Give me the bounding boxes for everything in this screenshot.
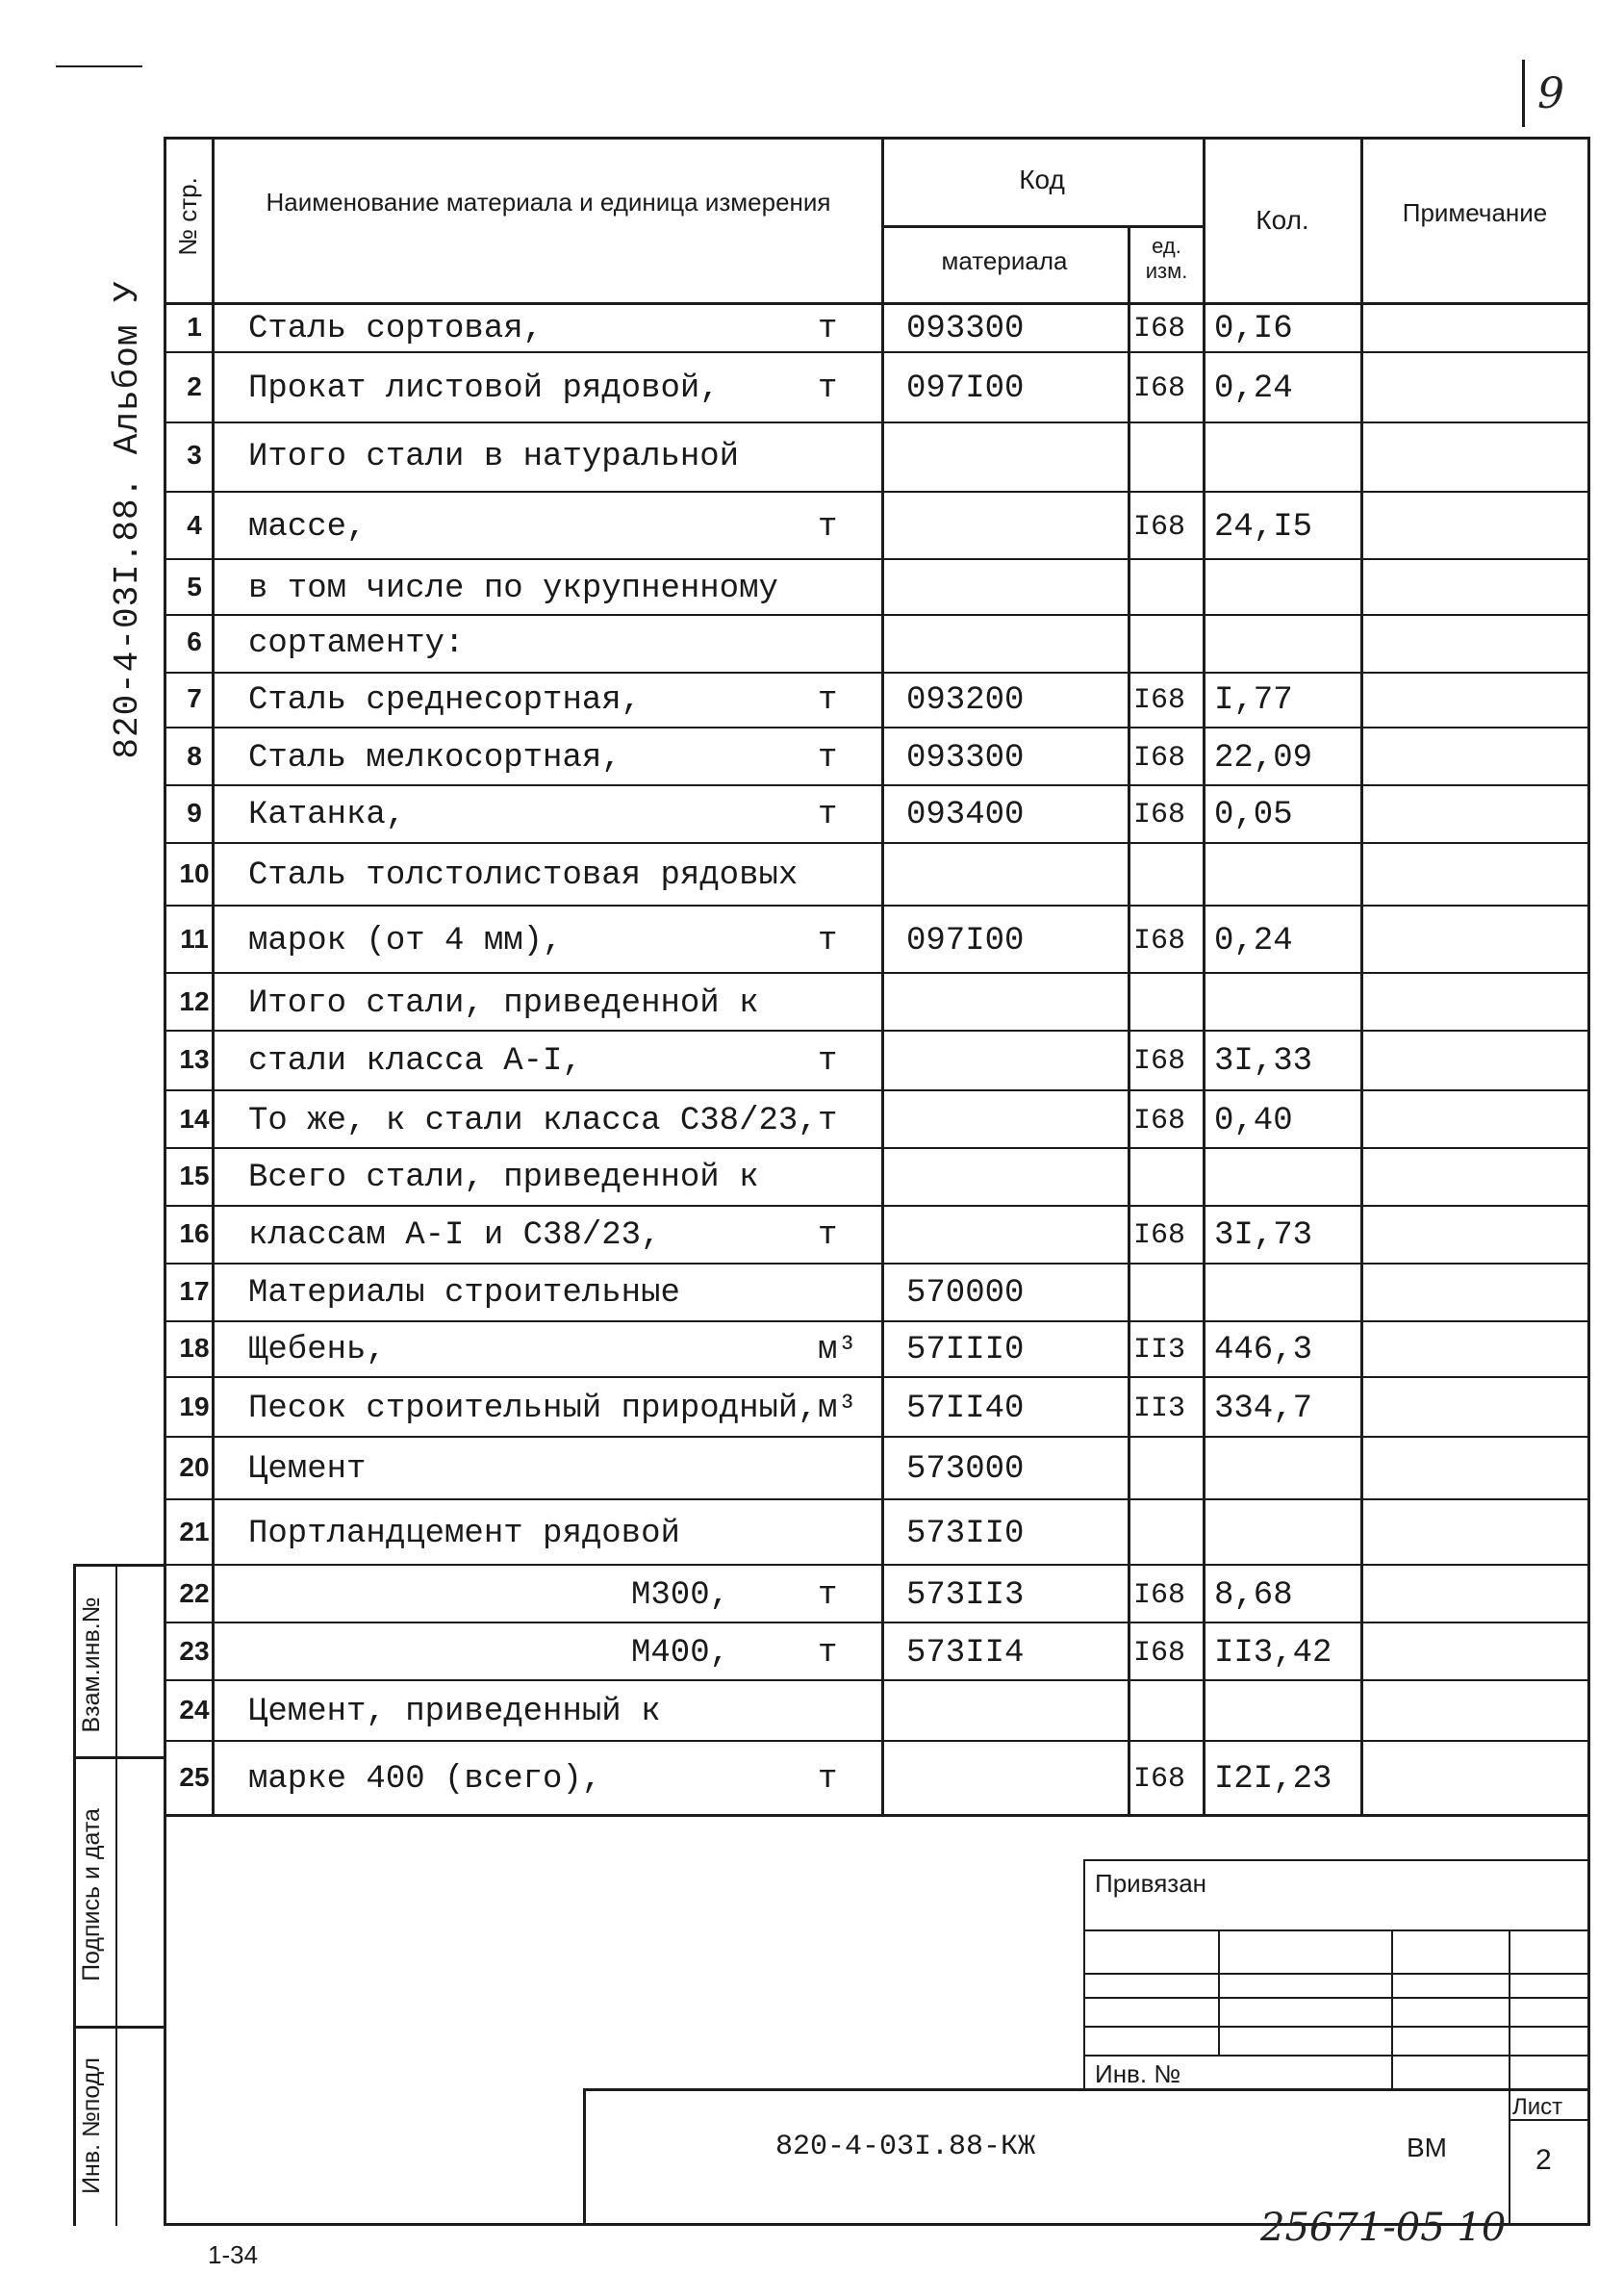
unit-code: I68 (1133, 1637, 1186, 1670)
row-divider (164, 1814, 1587, 1816)
material-name: М400, (631, 1635, 730, 1672)
stamp-inv-original: Инв. №подл (78, 2057, 105, 2194)
footer-handwritten-number: 25671-05 10 (1260, 2206, 1507, 2250)
material-name: Сталь среднесортная, (248, 682, 642, 719)
row-number: 12 (179, 986, 210, 1016)
quantity: 22,09 (1214, 740, 1313, 777)
row-divider (164, 1147, 1587, 1149)
unit-of-measure: т (818, 923, 838, 959)
material-name: Материалы строительные (248, 1275, 680, 1312)
quantity: I2I,23 (1214, 1761, 1332, 1798)
material-code: 093400 (906, 797, 1025, 833)
material-name: Песок строительный природный, (248, 1391, 818, 1427)
material-code: 573II4 (906, 1635, 1025, 1672)
unit-code: I68 (1133, 799, 1186, 831)
material-name: сортаменту: (248, 626, 465, 662)
privyazan-label: Привязан (1095, 1869, 1207, 1898)
row-divider (164, 1679, 1587, 1681)
stamp-signature-date: Подпись и дата (78, 1808, 105, 1981)
material-code: 093300 (906, 740, 1025, 777)
row-number: 4 (187, 510, 202, 540)
unit-code: I68 (1133, 1579, 1186, 1612)
material-name: в том числе по укрупненному (248, 571, 778, 607)
unit-code: II3 (1133, 1393, 1186, 1425)
row-number: 10 (179, 858, 210, 888)
page-number-divider (1522, 60, 1525, 127)
row-divider (164, 1622, 1587, 1623)
unit-code: I68 (1133, 1763, 1186, 1796)
row-divider (164, 972, 1587, 974)
unit-of-measure: т (818, 311, 838, 347)
row-number: 11 (180, 924, 209, 954)
unit-code: I68 (1133, 925, 1186, 958)
material-name: Сталь толстолистовая рядовых (248, 857, 799, 894)
quantity: 0,40 (1214, 1103, 1293, 1139)
material-name: Итого стали, приведенной к (248, 985, 759, 1022)
material-code: 573000 (906, 1451, 1025, 1488)
row-divider (164, 1089, 1587, 1091)
row-number: 16 (179, 1218, 210, 1248)
material-name: Сталь сортовая, (248, 311, 544, 347)
unit-code: I68 (1133, 742, 1186, 775)
row-number: 13 (179, 1044, 210, 1074)
unit-code: I68 (1133, 511, 1186, 544)
quantity: 0,05 (1214, 797, 1293, 833)
unit-of-measure: т (818, 1217, 838, 1254)
row-number: 19 (179, 1392, 210, 1421)
material-code: 57II40 (906, 1391, 1025, 1427)
row-number: 6 (187, 626, 202, 656)
row-number: 18 (179, 1333, 210, 1363)
row-divider (164, 558, 1587, 560)
unit-of-measure: т (818, 1577, 838, 1614)
material-code: 097I00 (906, 923, 1025, 959)
row-divider (164, 1263, 1587, 1265)
unit-code: I68 (1133, 684, 1186, 717)
quantity: 8,68 (1214, 1577, 1293, 1614)
unit-of-measure: т (818, 1761, 838, 1798)
row-number: 15 (179, 1161, 210, 1190)
row-number: 17 (179, 1276, 210, 1306)
sheet-number: 2 (1535, 2144, 1552, 2176)
row-number: 23 (179, 1636, 210, 1666)
stamp-vzam-inv: Взам.инв.№ (78, 1597, 105, 1733)
material-code: 57III0 (906, 1332, 1025, 1368)
material-name: Щебень, (248, 1332, 386, 1368)
row-divider (164, 842, 1587, 844)
unit-of-measure: т (818, 1103, 838, 1139)
quantity: 334,7 (1214, 1391, 1313, 1427)
material-name: Портландцемент рядовой (248, 1516, 680, 1552)
quantity: 446,3 (1214, 1332, 1313, 1368)
unit-of-measure: т (818, 1635, 838, 1672)
row-divider (164, 1740, 1587, 1742)
material-name: Цемент, приведенный к (248, 1694, 661, 1730)
material-code: 570000 (906, 1275, 1025, 1312)
material-name: марок (от 4 мм), (248, 923, 563, 959)
material-code: 093300 (906, 311, 1025, 347)
unit-of-measure: т (818, 740, 838, 777)
row-divider (164, 727, 1587, 728)
row-divider (164, 784, 1587, 786)
row-divider (164, 422, 1587, 423)
material-name: То же, к стали класса С38/23, (248, 1103, 818, 1139)
unit-of-measure: т (818, 370, 838, 407)
row-divider (164, 1376, 1587, 1378)
unit-code: I68 (1133, 1045, 1186, 1078)
row-divider (164, 1564, 1587, 1566)
material-name: Цемент (248, 1451, 367, 1488)
unit-code: II3 (1133, 1334, 1186, 1367)
header-col-no: № стр. (173, 177, 202, 256)
unit-of-measure: м³ (818, 1391, 857, 1427)
row-divider (164, 491, 1587, 493)
header-col-code: Код (1019, 165, 1065, 194)
row-divider (164, 1320, 1587, 1322)
quantity: II3,42 (1214, 1635, 1332, 1672)
material-name: марке 400 (всего), (248, 1761, 602, 1798)
unit-code: I68 (1133, 1219, 1186, 1252)
header-col-code-unit: ед. изм. (1145, 234, 1188, 283)
unit-code: I68 (1133, 313, 1186, 345)
material-name: Катанка, (248, 797, 406, 833)
quantity: 3I,73 (1214, 1217, 1313, 1254)
material-name: стали класса А-I, (248, 1043, 582, 1080)
top-mark-line (56, 65, 142, 67)
row-divider (164, 672, 1587, 674)
row-number: 5 (187, 572, 202, 601)
material-name: классам А-I и С38/23, (248, 1217, 661, 1254)
material-code: 097I00 (906, 370, 1025, 407)
quantity: 24,I5 (1214, 509, 1313, 546)
header-col-qty: Кол. (1256, 205, 1309, 235)
unit-of-measure: т (818, 797, 838, 833)
row-number: 20 (179, 1452, 210, 1482)
footer-left-code: 1-34 (208, 2240, 259, 2269)
row-divider (164, 1498, 1587, 1500)
row-divider (164, 1436, 1587, 1438)
row-number: 8 (187, 741, 202, 771)
material-code: 573II0 (906, 1516, 1025, 1552)
header-col-code-material: материала (941, 246, 1068, 275)
row-number: 1 (187, 312, 202, 342)
unit-code: I68 (1133, 1105, 1186, 1137)
unit-of-measure: т (818, 1043, 838, 1080)
row-number: 22 (179, 1578, 210, 1608)
unit-of-measure: м³ (818, 1332, 857, 1368)
material-name: М300, (631, 1577, 730, 1614)
row-divider (164, 351, 1587, 353)
header-col-note: Примечание (1402, 198, 1548, 227)
album-side-label: 820-4-03I.88. Альбом У (107, 280, 147, 759)
quantity: 0,24 (1214, 923, 1293, 959)
material-name: Прокат листовой рядовой, (248, 370, 720, 407)
row-number: 25 (179, 1762, 210, 1792)
quantity: I,77 (1214, 682, 1293, 719)
header-col-name: Наименование материала и единица измерения (266, 188, 831, 217)
material-name: Итого стали в натуральной (248, 439, 740, 475)
document-type: ВМ (1407, 2133, 1447, 2162)
row-divider (164, 614, 1587, 616)
quantity: 3I,33 (1214, 1043, 1313, 1080)
row-number: 9 (187, 798, 202, 828)
unit-of-measure: т (818, 509, 838, 546)
document-code: 820-4-03I.88-КЖ (775, 2131, 1036, 2163)
material-name: массе, (248, 509, 367, 546)
row-number: 2 (187, 371, 202, 401)
quantity: 0,24 (1214, 370, 1293, 407)
unit-code: I68 (1133, 372, 1186, 405)
row-number: 14 (179, 1104, 210, 1134)
row-number: 21 (179, 1517, 210, 1546)
unit-of-measure: т (818, 682, 838, 719)
material-code: 093200 (906, 682, 1025, 719)
row-divider (164, 905, 1587, 907)
inv-no-label: Инв. № (1095, 2059, 1181, 2088)
row-number: 3 (187, 440, 202, 470)
quantity: 0,I6 (1214, 311, 1293, 347)
material-name: Всего стали, приведенной к (248, 1160, 759, 1196)
row-divider (164, 1030, 1587, 1032)
row-divider (164, 1205, 1587, 1207)
sheet-label: Лист (1512, 2094, 1563, 2120)
material-code: 573II3 (906, 1577, 1025, 1614)
row-number: 7 (187, 683, 202, 713)
row-number: 24 (179, 1695, 210, 1725)
page-number: 9 (1537, 69, 1564, 118)
material-name: Сталь мелкосортная, (248, 740, 622, 777)
